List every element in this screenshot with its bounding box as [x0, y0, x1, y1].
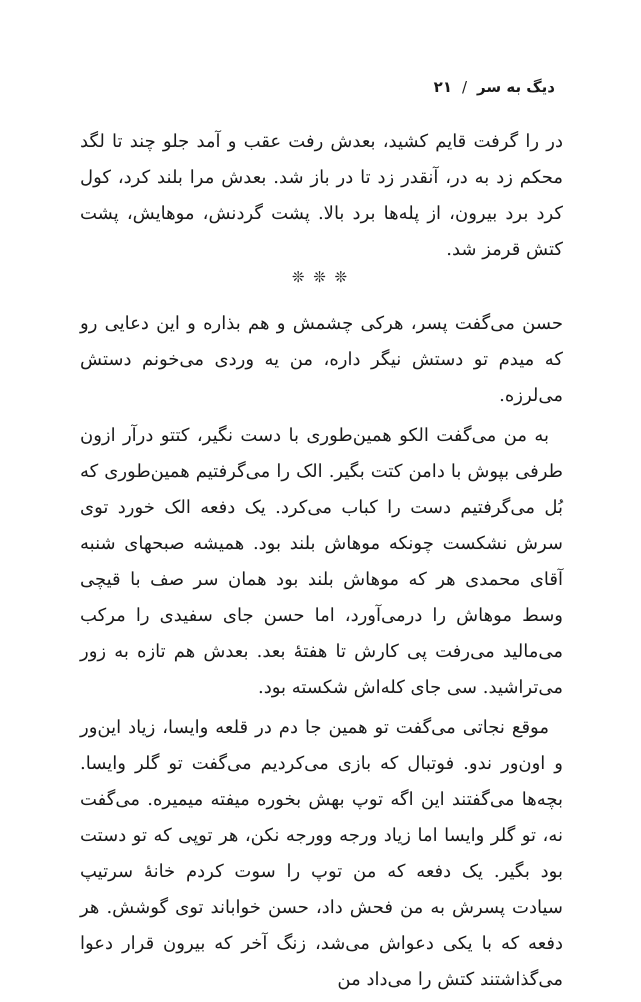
book-title: دیگ به سر	[477, 78, 555, 96]
opening-paragraph-block	[80, 124, 563, 272]
paragraph: موقع نجاتی می‌گفت تو همین جا دم در قلعه وایسا، زیاد این‌ور و اون‌ور ندو. فوتبال که بازی می‌کردیم می‌گفت تو گلر وایسا. بچه‌ها می‌گفتند این اگه توپ بهش بخوره میفته میمیره. می‌گفت نه، تو گلر وایسا اما زیاد ورجه وورجه نکن، هر توپی که تو دستت بود بگیر. یک دفعه که من توپ را سوت کردم خانهٔ سرتیپ سیادت پسرش به من فحش داد، حسن خواباند توی گوشش. هر دفعه که با یکی دعواش می‌شد، زنگ آخر که بیرون قرار دعوا می‌گذاشتند کتش را می‌داد من	[80, 717, 563, 990]
section-break: ❊ ❊ ❊	[291, 268, 350, 286]
header-separator: /	[461, 78, 468, 96]
paragraph: حسن می‌گفت پسر، هرکی چشمش و هم بذاره و این دعایی رو که میدم تو دستش نیگر داره، من یه وردی می‌خونم دستش می‌لرزه.	[80, 313, 563, 406]
opening-paragraph: در را گرفت قایم کشید، بعدش رفت عقب و آمد جلو چند تا لگد محکم زد به در، آنقدر زد تا در باز شد. بعدش مرا بلند کرد، کول کرد برد بیرون، از پله‌ها برد بالا. پشت گردنش، موهایش، پشت کتش قرمز شد.	[80, 131, 563, 260]
running-header	[434, 78, 555, 96]
paragraph: به من می‌گفت الکو همین‌طوری با دست نگیر، کتتو درآر ازون طرفی بپوش با دامن کتت بگیر. الک را می‌گرفتیم همین‌طوری که بُل می‌گرفتیم دست را کباب می‌کرد. یک دفعه الک خورد توی سرش نشکست چونکه موهاش بلند بود. همیشه صبحهای شنبه آقای محمدی هر که موهاش بلند بود همان سر صف با قیچی وسط موهاش را درمی‌آورد، اما حسن جای سفیدی را مرکب می‌مالید می‌رفت پی کارش تا هفتهٔ بعد. بعدش هم تازه به زور می‌تراشید. سی جای کله‌اش شکسته بود.	[80, 425, 563, 698]
body-text	[80, 306, 563, 1002]
page-number: ۲۱	[433, 78, 452, 96]
